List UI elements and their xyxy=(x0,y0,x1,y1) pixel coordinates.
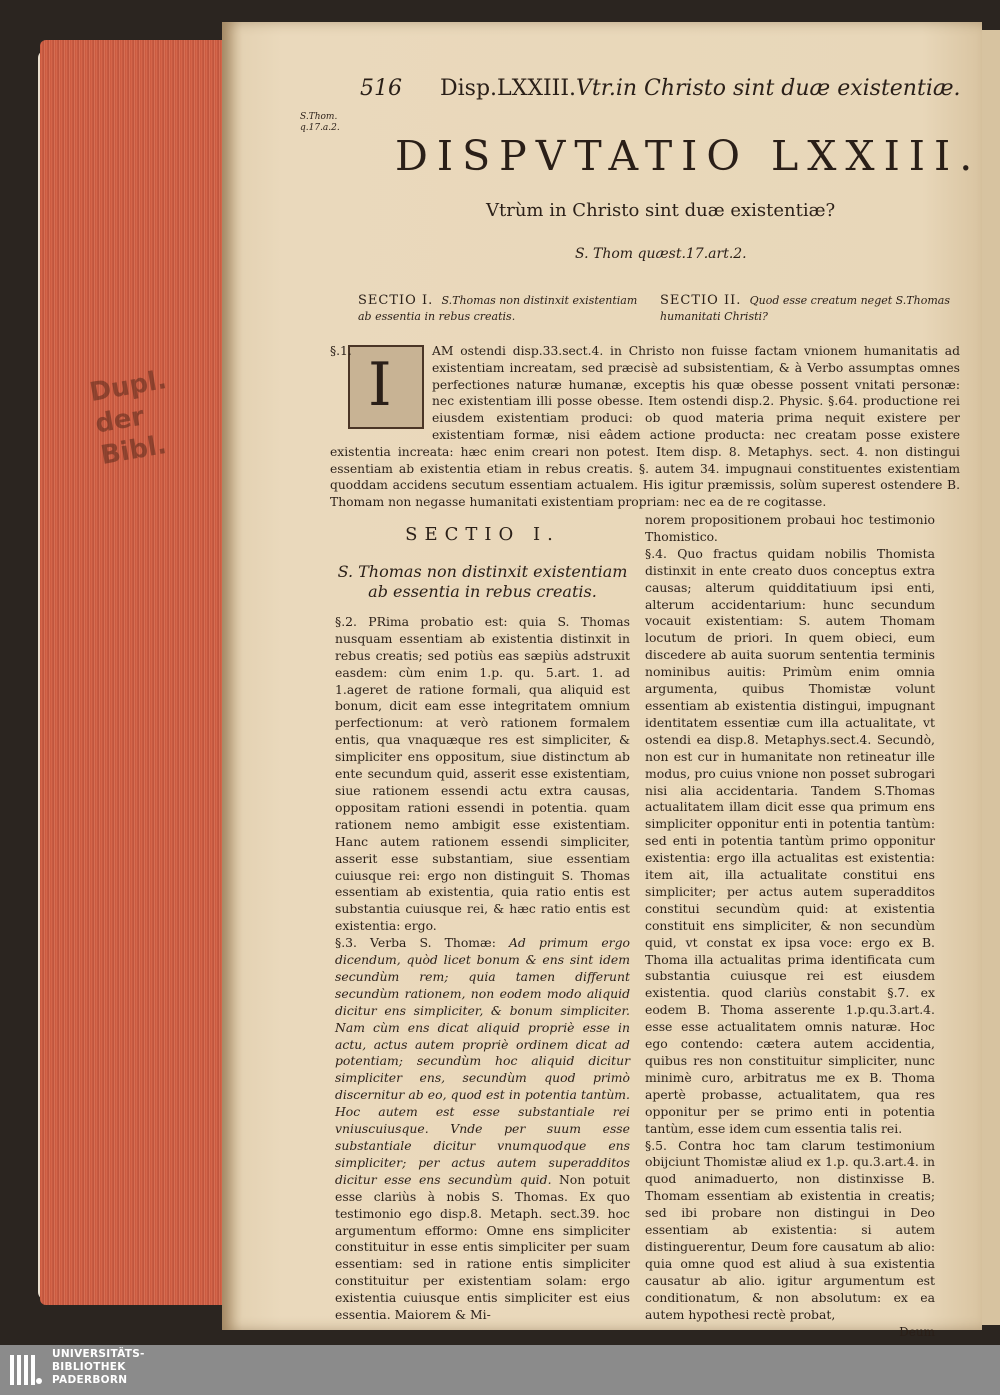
reference-line: S. Thom quæst.17.art.2. xyxy=(575,246,747,262)
intro-paragraph: I §.1. AM ostendi disp.33.sect.4. in Christo non fuisse factam vnionem humanitatis ad existentiam increatam, sed præcisè ad subsistentiam, & à Verbo assumptas omnes perfectiones naturæ humanæ, exceptis his quæ obesse possent vnitati personæ: nec existentiam illi posse obesse. Item ostendi disp.2. Physic. §.64. productione rei eiusdem existentiam produci: ob quod materia prima nequit existere per existentiam formæ, nisi eâdem actione producta: nec creatam posse existere existentia increata: hæc enim creari non potest. Item disp. 8. Metaphys. sect. 4. non distingui essentiam ab existentia etiam in rebus creatis. §. autem 34. impugnaui constituentes existentiam quoddam accidens secutum essentiam actualem. His igitur præmissis, solùm superest ostendere B. Thomam non negasse humanitati existentiam propriam: nec ea de re cogitasse. xyxy=(330,344,960,510)
library-name: UNIVERSITÄTS- BIBLIOTHEK PADERBORN xyxy=(52,1348,145,1386)
paragraph-4: §.4. Quo fractus quidam nobilis Thomista distinxit in ente creato duos conceptus extra causas; alterum quidditatiuum ipsi enti, alterum accidentarium: hunc secundum vocauit existentiam: S. autem Thomam locutum de priori. In quem obieci, eum discedere ab auita suorum sententia terminis nominibus auitis: Primùm enim omnia argumenta, quibus Thomistæ volunt essentiam ab existentia distingui, impugnant identitatem essentiæ cum illa actualitate, vt ostendi ea disp.8. Metaphys.sect.4. Secundò, non est cur in humanitate non retineatur ille modus, pro cuius vnione non posset subrogari nisi alia accidentaria. Tandem S.Thomas actualitatem illam dicit esse qua primum ens simpliciter opponitur enti in potentia tantùm: sed enti in potentia tantùm primo opponitur existentia: ergo illa actualitas est existentia: item ait, illa actualitate constitui ens simpliciter; per actus autem superadditos constitui secundùm quid: at existentia constituit ens simpliciter, & non secundùm quid, vt constat ex ipsa voce: ergo ex B. Thoma illa actualitas prima identificata cum substantia cuiusque rei est eiusdem existentia. quod clariùs constabit §.7. ex eodem B. Thoma asserente 1.p.qu.3.art.4. esse esse actualitatem omnis naturæ. Hoc ego contendo: cætera autem accidentia, quibus res non constituitur simpliciter, nunc minimè curo, arbitratus me ex B. Thoma apertè probasse, actualitatem, qua res opponitur per se primo enti in potentia tantùm, esse idem cum essentia talis rei. xyxy=(645,545,936,1136)
paragraph-3: §.3. Verba S. Thomæ: Ad primum ergo dicendum, quòd licet bonum & ens sint idem secundùm rem; quia tamen differunt secundùm rationem, non eodem modo aliquid dicitur ens simpliciter, & bonum simpliciter. Nam cùm ens dicat aliquid propriè esse in actu, actus autem propriè ordinem dicat ad potentiam; secundùm hoc aliquid dicitur simpliciter ens, secundùm quod primò discernitur ab eo, quod est in potentia tantùm. Hoc autem est esse substantiale rei vniuscuiusque. Vnde per suum esse substantiale dicitur vnumquodque ens simpliciter; per actus autem superadditos dicitur esse ens secundùm quid. Non potuit esse clariùs à nobis S. Thomas. Ex quo testimonio ego disp.8. Metaph. sect.39. hoc argumentum efformo: Omne ens simpliciter constituitur in esse entis simpliciter per suam essentiam: sed in ratione entis simpliciter constituitur per existentiam solam: ergo existentia cuiusque entis simpliciter est eius essentia. Maiorem & Mi- xyxy=(335,935,630,1323)
right-column xyxy=(645,512,935,1340)
library-logo-icon xyxy=(8,1351,44,1389)
toc-entry-2: SECTIO II. Quod esse creatum neget S.Thomas humanitati Christi? xyxy=(660,293,950,323)
page-title: DISPVTATIO LXXIII. xyxy=(395,132,982,180)
decorated-initial: I xyxy=(348,345,424,429)
library-footer xyxy=(0,1345,1000,1395)
running-title: Vtr.in Christo sint duæ existentiæ. xyxy=(576,76,961,101)
left-column xyxy=(335,524,630,1324)
paragraph-continuation: norem propositionem probaui hoc testimonio Thomistico. xyxy=(645,512,935,544)
page-number: 516 xyxy=(360,76,402,101)
paragraph-2: §.2. PRima probatio est: quia S. Thomas nusquam essentiam ab existentia distinxit in rebus creatis; sed potiùs eas sæpiùs adstruxit easdem: cùm enim 1.p. qu. 5.art. 1. ad 1.ageret de ratione formali, qua aliquid est bonum, dicit eam esse integritatem omnium perfectionum: at verò rationem formalem entis, qua vnaquæque res est simpliciter, & simpliciter ens oppositum, siue distinctum ab ente secundum quid, asserit esse existentiam, siue rationem essendi actu extra causas, oppositam rationi essendi in potentia. quam rationem nemo ambigit esse existentiam. Hanc autem rationem essendi simpliciter, asserit esse substantiam, siue essentiam cuiusque rei: ergo non distinguit S. Thomas essentiam ab existentia, quia ratio entis est substantia cuiusque rei, & hæc ratio entis est existentia: ergo. xyxy=(335,613,630,934)
margin-note: S.Thom. q.17.a.2. xyxy=(300,112,340,133)
book-fore-edge xyxy=(40,40,230,1305)
question-subtitle: Vtrùm in Christo sint duæ existentiæ? xyxy=(486,200,836,221)
toc-entry-1: SECTIO I. S.Thomas non distinxit existentiam ab essentia in rebus creatis. xyxy=(358,293,638,323)
library-stamp: Dupl. der Bibl. xyxy=(87,364,169,472)
paragraph-5: §.5. Contra hoc tam clarum testimonium obijciunt Thomistæ aliud ex 1.p. qu.3.art.4. in quod animaduerto, non distinxisse B. Thomam essentiam ab existentia in creatis; sed ibi probare non distingui in Deo essentiam ab existentia: si autem distinguerentur, Deum fore causatum ab alio: quia omne quod est aliud à sua existentia causatur ab alio. igitur argumentum est conditionatum, & non absolutum: ex ea autem hypothesi rectè probat, xyxy=(645,1137,935,1322)
intro-text: AM ostendi disp.33.sect.4. in Christo non fuisse factam vnionem humanitatis ad existentiam increatam, sed præcisè ad subsistentiam, & à Verbo assumptas omnes perfectiones naturæ humanæ, exceptis his quæ obesse possent vnitati personæ: nec existentiam illi posse obesse. Item ostendi disp.2. Physic. §.64. productione rei eiusdem existentiam produci: ob quod materia prima nequit existere per existentiam formæ, nisi eâdem actione producta: nec creatam posse existere existentia increata: hæc enim creari non potest. Item disp. 8. Metaphys. sect. 4. non distingui essentiam ab existentia etiam in rebus creatis. §. autem 34. impugnaui constituentes existentiam quoddam accidens secutum essentiam actualem. His igitur præmissis, solùm superest ostendere B. Thomam non negasse humanitati existentiam propriam: nec ea de re cogitasse. xyxy=(330,344,960,510)
catchword: Deum xyxy=(899,1324,935,1339)
section-title: S. Thomas non distinxit existentiam ab essentia in rebus creatis. xyxy=(337,561,628,601)
section-heading: SECTIO I. xyxy=(405,524,560,545)
header-disp: Disp.LXXIII. xyxy=(440,76,577,101)
